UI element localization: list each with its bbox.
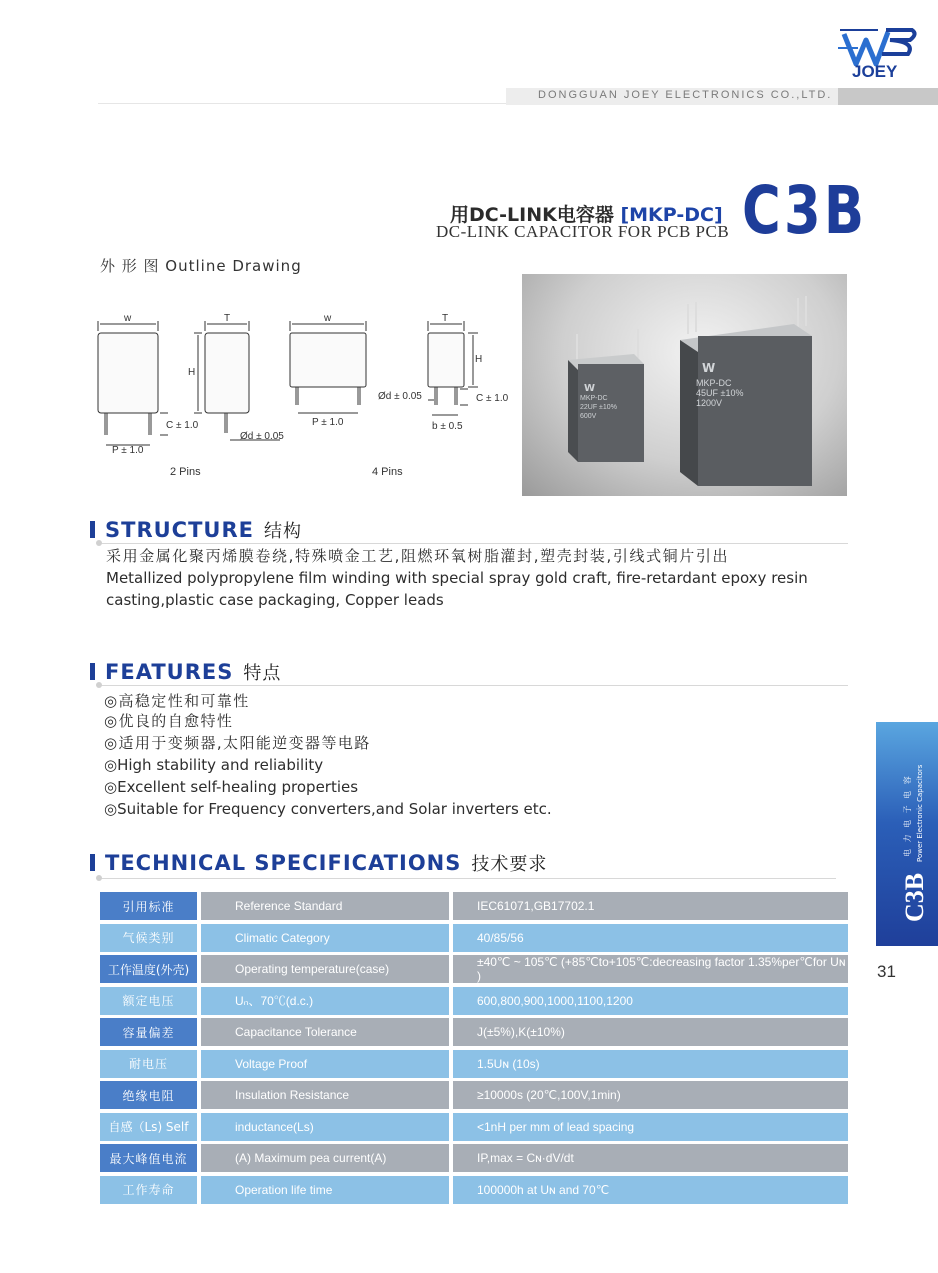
spec-cn-label: 耐电压 (100, 1050, 197, 1078)
feature-item: ◎High stability and reliability (104, 756, 324, 774)
spec-value: 600,800,900,1000,1100,1200 (453, 987, 848, 1015)
spec-value: 100000h at Uɴ and 70℃ (453, 1176, 848, 1204)
feature-item: ◎Suitable for Frequency converters,and Solar inverters etc. (104, 800, 552, 818)
spec-value: ≥10000s (20℃,100V,1min) (453, 1081, 848, 1109)
large-cap-line2: 45UF ±10% (696, 388, 744, 398)
table-row (100, 924, 848, 952)
spec-value: IEC61071,GB17702.1 (453, 892, 848, 920)
title-mkp-tag: [MKP-DC] (620, 204, 723, 226)
spec-value: 40/85/56 (453, 924, 848, 952)
spec-value: IP,max = Cɴ·dV/dt (453, 1144, 848, 1172)
features-rule (100, 685, 848, 686)
structure-rule-dot (96, 540, 102, 546)
table-row (100, 955, 848, 983)
large-cap-line1: MKP-DC (696, 378, 732, 388)
small-cap-line2: 22UF ±10% (580, 404, 617, 411)
features-heading (90, 659, 281, 685)
feature-item: ◎优良的自愈特性 (104, 712, 234, 730)
dim-h-1: H (188, 367, 196, 378)
table-row (100, 1144, 848, 1172)
feature-item: ◎适用于变频器,太阳能逆变器等电路 (104, 734, 371, 752)
page-number: 31 (877, 962, 896, 981)
dim-c-2: C ± 1.0 (476, 393, 509, 404)
tech-rule-dot (96, 875, 102, 881)
small-cap-line1: MKP-DC (580, 395, 608, 402)
dim-h-2: H (475, 354, 483, 365)
table-row (100, 1018, 848, 1046)
spec-cn-label: 额定电压 (100, 987, 197, 1015)
dim-p-2: P ± 1.0 (312, 417, 344, 428)
outline-drawing (90, 305, 520, 485)
table-row (100, 1050, 848, 1078)
spec-value: <1nH per mm of lead spacing (453, 1113, 848, 1141)
model-code: C3B (742, 172, 868, 249)
structure-text-en-2: casting,plastic case packaging, Copper leads (106, 591, 444, 609)
company-bar (506, 88, 938, 105)
company-bar-accent (838, 88, 938, 105)
spec-en-label: Operating temperature(case) (201, 955, 449, 983)
dim-c-1: C ± 1.0 (166, 420, 199, 431)
spec-en-label: Climatic Category (201, 924, 449, 952)
spec-cn-label: 最大峰值电流 (100, 1144, 197, 1172)
logo-text: JOEY (852, 62, 898, 81)
heading-bar (90, 854, 95, 871)
capacitor-photo-illustration (522, 274, 847, 496)
structure-heading-en: STRUCTURE (105, 518, 254, 542)
company-name: DONGGUAN JOEY ELECTRONICS CO.,LTD. (538, 89, 833, 101)
spec-value: ±40℃ ~ 105℃ (+85℃to+105℃:decreasing factor 1.35%per℃for Uɴ ) (453, 955, 848, 983)
structure-heading (90, 517, 302, 543)
spec-cn-label: 绝缘电阻 (100, 1081, 197, 1109)
spec-cn-label: 工作温度(外壳) (100, 955, 197, 983)
structure-heading-cn: 结构 (263, 521, 302, 542)
dim-b-2: b ± 0.5 (432, 421, 463, 432)
table-row (100, 1176, 848, 1204)
product-title-en: DC-LINK CAPACITOR FOR PCB PCB (436, 222, 730, 241)
side-tab-cn: 电 力 电 子 电 容 (903, 774, 912, 857)
spec-en-label: Operation life time (201, 1176, 449, 1204)
dim-t-1: T (224, 313, 231, 324)
spec-en-label: (A) Maximum pea current(A) (201, 1144, 449, 1172)
svg-text:W: W (702, 361, 716, 375)
spec-cn-label: 引用标准 (100, 892, 197, 920)
table-row (100, 892, 848, 920)
features-rule-dot (96, 682, 102, 688)
spec-table (100, 892, 848, 1207)
spec-en-label: Voltage Proof (201, 1050, 449, 1078)
table-row (100, 1081, 848, 1109)
dim-p-1: P ± 1.0 (112, 445, 144, 456)
tech-rule (100, 878, 836, 879)
table-row (100, 987, 848, 1015)
structure-text-cn: 采用金属化聚丙烯膜卷绕,特殊喷金工艺,阻燃环氧树脂灌封,塑壳封装,引线式铜片引出 (106, 547, 730, 565)
spec-en-label: Capacitance Tolerance (201, 1018, 449, 1046)
spec-cn-label: 气候类别 (100, 924, 197, 952)
heading-bar (90, 663, 95, 680)
spec-en-label: Insulation Resistance (201, 1081, 449, 1109)
features-heading-en: FEATURES (105, 660, 234, 684)
dim-d-2: Ød ± 0.05 (378, 391, 422, 402)
spec-value: J(±5%),K(±10%) (453, 1018, 848, 1046)
caption-2pins: 2 Pins (170, 466, 201, 478)
dim-t-2: T (442, 313, 449, 324)
dim-w-1: w (124, 313, 132, 324)
spec-cn-label: 工作寿命 (100, 1176, 197, 1204)
spec-cn-label: 容量偏差 (100, 1018, 197, 1046)
structure-rule (100, 543, 848, 544)
caption-4pins: 4 Pins (372, 466, 403, 478)
title-cn-prefix: 用DC-LINK电容器 (450, 204, 614, 226)
table-row (100, 1113, 848, 1141)
svg-text:W: W (584, 383, 596, 394)
spec-en-label: Uₙ、70℃(d.c.) (201, 987, 449, 1015)
dim-d-1: Ød ± 0.05 (240, 431, 284, 442)
spec-en-label: inductance(Ls) (201, 1113, 449, 1141)
small-cap-line3: 600V (580, 413, 597, 420)
dim-w-2: w (324, 313, 332, 324)
side-tab-model: C3B (900, 872, 929, 922)
tech-heading (90, 850, 547, 876)
tech-heading-en: TECHNICAL SPECIFICATIONS (105, 851, 462, 875)
spec-en-label: Reference Standard (201, 892, 449, 920)
large-cap-line3: 1200V (696, 398, 723, 408)
side-tab-en: Power Electronic Capacitors (916, 764, 924, 862)
heading-bar (90, 521, 95, 538)
feature-item: ◎Excellent self-healing properties (104, 778, 359, 796)
outline-heading: 外 形 图 Outline Drawing (100, 257, 302, 275)
side-category-tab (876, 722, 938, 946)
tech-heading-cn: 技术要求 (471, 854, 548, 875)
product-photo (522, 274, 847, 496)
structure-text-en-1: Metallized polypropylene film winding with special spray gold craft, fire-retardant epoxy resin (106, 569, 808, 587)
spec-value: 1.5Uɴ (10s) (453, 1050, 848, 1078)
spec-cn-label: 自感（Ls) Self (100, 1113, 197, 1141)
feature-item: ◎高稳定性和可靠性 (104, 692, 250, 710)
features-heading-cn: 特点 (243, 663, 282, 684)
